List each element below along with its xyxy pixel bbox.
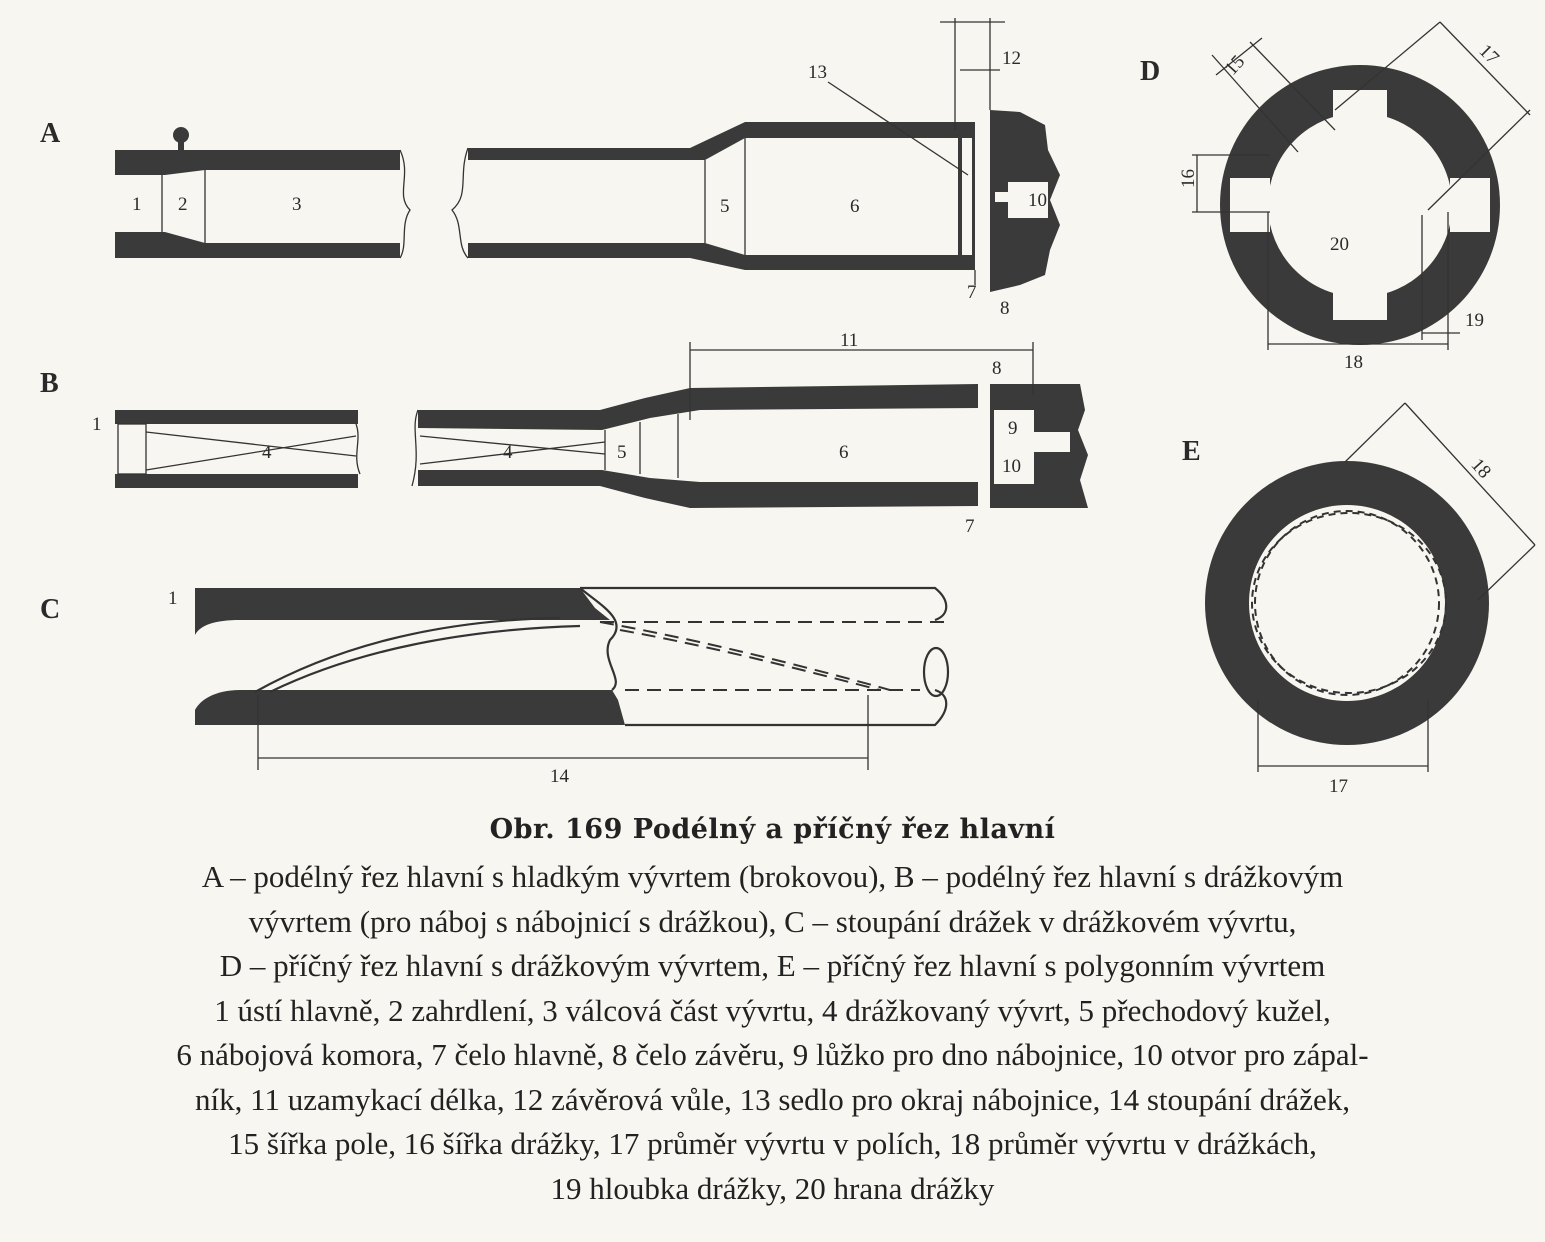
panel-d-label-15: 15 [1220,51,1250,80]
panel-b-label-8: 8 [992,358,1002,379]
panel-a-label-5: 5 [720,196,730,217]
caption-line: ník, 11 uzamykací délka, 12 závěrová vůle, 13 sedlo pro okraj nábojnice, 14 stoupání drážek, [195,1081,1350,1117]
panel-a-label-1: 1 [132,194,142,215]
caption-line: 15 šířka pole, 16 šířka drážky, 17 průměr vývrtu v polích, 18 průměr vývrtu v drážkách, [228,1126,1317,1161]
panel-b-label-4b: 4 [503,442,513,463]
panel-d-label-18: 18 [1344,352,1363,373]
panel-d-groove-right [1450,178,1490,232]
panel-b-label-5: 5 [617,442,627,463]
panel-d-bore [1268,113,1452,297]
panel-c-label-14: 14 [550,766,569,787]
panel-b-label-9: 9 [1008,418,1018,439]
caption-line: D – příčný řez hlavní s drážkovým vývrtem, E – příčný řez hlavní s polygonním vývrtem [219,948,1326,983]
panel-c-label-1: 1 [168,588,178,609]
panel-a-rim-seat-inner [962,138,972,255]
caption-line: 19 hloubka drážky, 20 hrana drážky [550,1170,995,1206]
caption-line: vývrtem (pro náboj s nábojnicí s drážkou), C – stoupání drážek v drážkovém vývrtu, [248,903,1297,939]
panel-d-label-17: 17 [1474,40,1503,69]
panel-a [40,18,1060,319]
panel-c-dash-groove-2 [620,630,880,690]
panel-d-label-20: 20 [1330,234,1349,255]
panel-d-groove-top [1333,90,1387,130]
panel-b-label-4a: 4 [262,442,272,463]
panel-a-label-13: 13 [808,62,827,83]
panel-c [40,588,948,787]
panel-c-wall-bottom [195,690,625,725]
figure-caption [0,806,1545,1211]
panel-a-front-sight-post [178,140,184,152]
panel-e-bore [1249,505,1445,701]
panel-b-label-10: 10 [1002,456,1021,477]
panel-a-firing-pin-slot [995,192,1010,202]
caption-line: 6 nábojová komora, 7 čelo hlavně, 8 čelo závěru, 9 lůžko pro dno nábojnice, 10 otvor pro zápal- [176,1037,1369,1072]
panel-d [1140,22,1530,373]
panel-e-dim-18-a [1345,403,1405,462]
panel-a-label-12: 12 [1002,48,1021,69]
panel-c-letter: C [40,594,61,625]
caption-body [0,855,1545,1211]
panel-b-label-11: 11 [840,330,859,351]
panel-a-label-6: 6 [850,196,860,217]
panel-e-label-17: 17 [1329,776,1348,797]
panel-d-groove-bottom [1333,280,1387,320]
panel-b-label-6: 6 [839,442,849,463]
panel-b [40,330,1088,537]
panel-c-groove-2 [270,626,580,692]
panel-d-label-19: 19 [1465,310,1484,331]
panel-a-label-7: 7 [967,282,977,303]
panel-e-label-18: 18 [1466,454,1495,483]
panel-b-muzzle-wall-bottom [115,474,358,488]
panel-d-groove-left [1230,178,1270,232]
panel-a-break-left [400,150,410,258]
panel-c-bore-end [924,648,948,696]
panel-a-muzzle-wall-bottom [115,232,400,258]
panel-d-letter: D [1140,56,1161,87]
panel-a-muzzle-wall-top [115,150,400,175]
panel-b-chamber-wall-bottom [418,470,978,508]
panel-a-label-10: 10 [1028,190,1047,211]
panel-b-label-1: 1 [92,414,102,435]
caption-line: A – podélný řez hlavní s hladkým vývrtem (brokovou), B – podélný řez hlavní s drážkovým [201,859,1344,894]
panel-a-label-2: 2 [178,194,188,215]
panel-b-firing-pin-hole [1034,432,1070,452]
panel-e-letter: E [1182,436,1201,467]
panel-b-muzzle-wall-top [115,410,358,424]
panel-c-dash-groove-1 [600,622,890,690]
panel-a-break-right [452,148,468,258]
panel-d-label-16: 16 [1178,169,1199,188]
panel-a-chamber-wall-top [468,122,975,160]
panel-a-label-8: 8 [1000,298,1010,319]
panel-a-chamber-wall-bottom [468,243,975,270]
panel-e-dim-18-b [1478,545,1535,600]
panel-b-break-left [356,424,360,474]
caption-title: Obr. 169 Podélný a příčný řez hlavní [489,814,1056,845]
panel-b-chamber-wall-top [418,384,978,430]
caption-line: 1 ústí hlavně, 2 zahrdlení, 3 válcová část vývrtu, 4 drážkovaný vývrt, 5 přechodový kužel, [214,992,1331,1028]
panel-b-label-7: 7 [965,516,975,537]
panel-a-label-3: 3 [292,194,302,215]
panel-e [1182,403,1535,797]
panel-a-letter: A [40,118,61,149]
panel-b-letter: B [40,368,59,399]
panel-b-muzzle-bore [118,424,146,474]
panel-b-break-right [412,410,418,486]
